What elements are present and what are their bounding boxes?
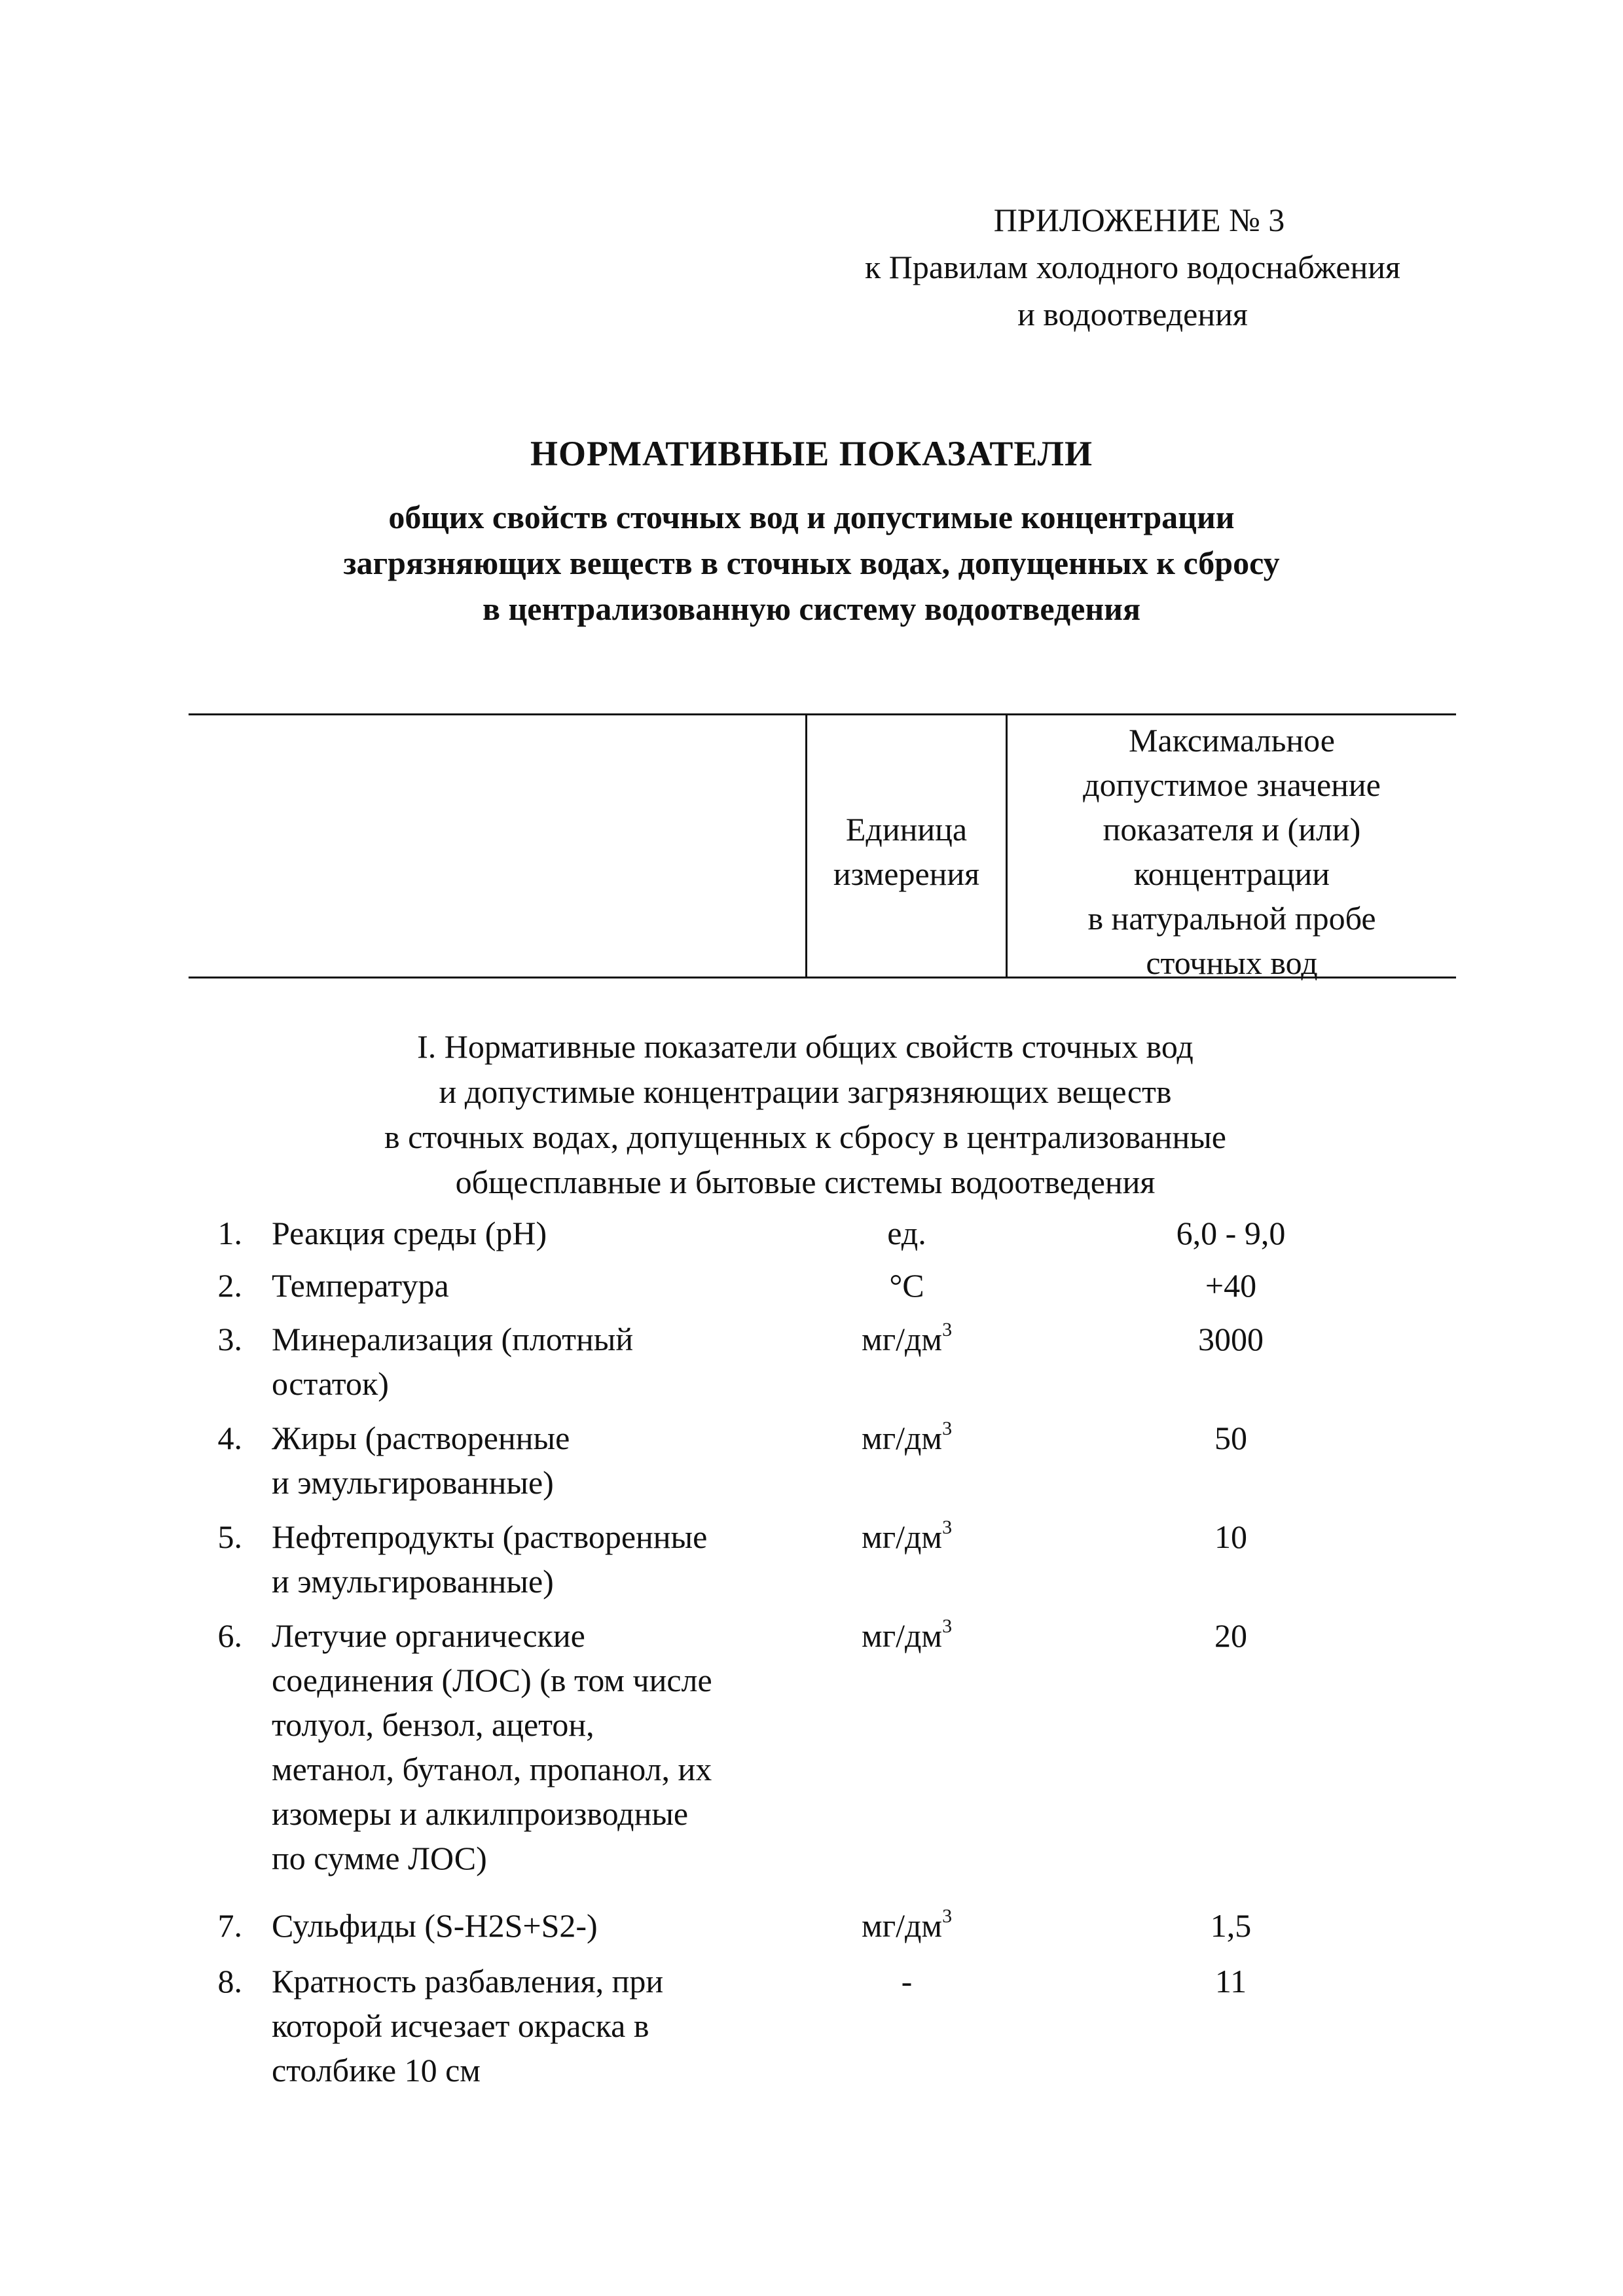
unit-text: ед. bbox=[887, 1215, 926, 1251]
row-unit bbox=[809, 1959, 1005, 2003]
row-number: 4. bbox=[217, 1420, 242, 1456]
row-name-line: толуол, бензол, ацетон, bbox=[272, 1706, 594, 1743]
row-name-line: и эмульгированные) bbox=[272, 1563, 554, 1600]
unit-superscript: 3 bbox=[942, 1516, 953, 1539]
unit-text: мг/дм bbox=[861, 1420, 943, 1456]
row-number: 1. bbox=[217, 1215, 242, 1251]
row-name bbox=[272, 1317, 795, 1406]
row-number: 5. bbox=[217, 1518, 242, 1555]
unit-text: мг/дм bbox=[861, 1321, 943, 1357]
row-name-line: Температура bbox=[272, 1267, 449, 1304]
row-name-line: Кратность разбавления, при bbox=[272, 1963, 664, 2000]
unit-superscript: 3 bbox=[942, 1905, 953, 1928]
unit-text: мг/дм bbox=[861, 1907, 943, 1944]
appendix-reference-cont: и водоотведения bbox=[1017, 296, 1248, 332]
row-unit bbox=[809, 1903, 1005, 1948]
row-name-line: Минерализация (плотный bbox=[272, 1321, 634, 1357]
appendix-reference: к Правилам холодного водоснабжения bbox=[864, 249, 1401, 285]
subtitle-line: в централизованную систему водоотведения bbox=[482, 590, 1141, 627]
row-name bbox=[272, 1416, 795, 1505]
row-value: 11 bbox=[1214, 1963, 1247, 2000]
unit-text: мг/дм bbox=[861, 1518, 943, 1555]
row-unit bbox=[809, 1317, 1005, 1361]
row-name bbox=[272, 1613, 795, 1880]
row-value: 20 bbox=[1214, 1617, 1247, 1654]
row-number: 3. bbox=[217, 1321, 242, 1357]
row-unit bbox=[809, 1515, 1005, 1559]
unit-superscript: 3 bbox=[942, 1615, 953, 1638]
row-name-line: по сумме ЛОС) bbox=[272, 1840, 487, 1876]
row-number: 6. bbox=[217, 1617, 242, 1654]
row-name-line: Летучие органические bbox=[272, 1617, 585, 1654]
header-line: Максимальное bbox=[1129, 722, 1335, 759]
subtitle-line: загрязняющих веществ в сточных водах, допущенных к сбросу bbox=[343, 545, 1280, 581]
header-line: показателя и (или) bbox=[1103, 811, 1361, 848]
row-name-line: соединения (ЛОС) (в том числе bbox=[272, 1662, 712, 1698]
row-name-line: метанол, бутанол, пропанол, их bbox=[272, 1751, 712, 1787]
row-value: +40 bbox=[1205, 1267, 1257, 1304]
row-name bbox=[272, 1903, 795, 1948]
unit-superscript: 3 bbox=[942, 1319, 953, 1341]
header-line: Единица bbox=[845, 811, 968, 848]
row-name bbox=[272, 1211, 795, 1255]
row-name bbox=[272, 1515, 795, 1604]
row-name-line: и эмульгированные) bbox=[272, 1464, 554, 1501]
row-name-line: Сульфиды (S-H2S+S2-) bbox=[272, 1907, 598, 1944]
row-name-line: которой исчезает окраска в bbox=[272, 2007, 649, 2044]
row-unit bbox=[809, 1613, 1005, 1658]
row-name-line: изомеры и алкилпроизводные bbox=[272, 1795, 689, 1832]
section-heading-line: и допустимые концентрации загрязняющих веществ bbox=[439, 1073, 1172, 1110]
row-unit bbox=[809, 1263, 1005, 1308]
row-number: 7. bbox=[217, 1907, 242, 1944]
section-heading-line: общесплавные и бытовые системы водоотведения bbox=[455, 1164, 1156, 1200]
header-line: измерения bbox=[833, 855, 980, 892]
row-name bbox=[272, 1959, 795, 2092]
header-line: сточных вод bbox=[1146, 944, 1318, 981]
row-name bbox=[272, 1263, 795, 1308]
row-value: 10 bbox=[1214, 1518, 1247, 1555]
header-line: концентрации bbox=[1133, 855, 1330, 892]
unit-text: °С bbox=[889, 1267, 924, 1304]
row-name-line: Жиры (растворенные bbox=[272, 1420, 570, 1456]
row-number: 8. bbox=[217, 1963, 242, 2000]
row-name-line: остаток) bbox=[272, 1365, 389, 1402]
row-unit bbox=[809, 1211, 1005, 1255]
section-heading-line: I. Нормативные показатели общих свойств сточных вод bbox=[417, 1028, 1194, 1065]
unit-text: мг/дм bbox=[861, 1617, 943, 1654]
header-line: в натуральной пробе bbox=[1087, 900, 1376, 937]
row-value: 1,5 bbox=[1210, 1907, 1252, 1944]
row-value: 50 bbox=[1214, 1420, 1247, 1456]
row-value: 3000 bbox=[1198, 1321, 1264, 1357]
row-name-line: столбике 10 см bbox=[272, 2052, 481, 2089]
unit-text: - bbox=[901, 1963, 913, 2000]
section-heading-line: в сточных водах, допущенных к сбросу в централизованные bbox=[384, 1119, 1226, 1155]
subtitle-line: общих свойств сточных вод и допустимые концентрации bbox=[388, 499, 1235, 535]
row-name-line: Реакция среды (рН) bbox=[272, 1215, 547, 1251]
row-number: 2. bbox=[217, 1267, 242, 1304]
document-title: НОРМАТИВНЫЕ ПОКАЗАТЕЛИ bbox=[530, 434, 1093, 473]
appendix-title: ПРИЛОЖЕНИЕ № 3 bbox=[993, 202, 1285, 238]
row-value: 6,0 - 9,0 bbox=[1176, 1215, 1286, 1251]
header-line: допустимое значение bbox=[1083, 766, 1381, 803]
unit-superscript: 3 bbox=[942, 1418, 953, 1440]
row-unit bbox=[809, 1416, 1005, 1460]
row-name-line: Нефтепродукты (растворенные bbox=[272, 1518, 708, 1555]
